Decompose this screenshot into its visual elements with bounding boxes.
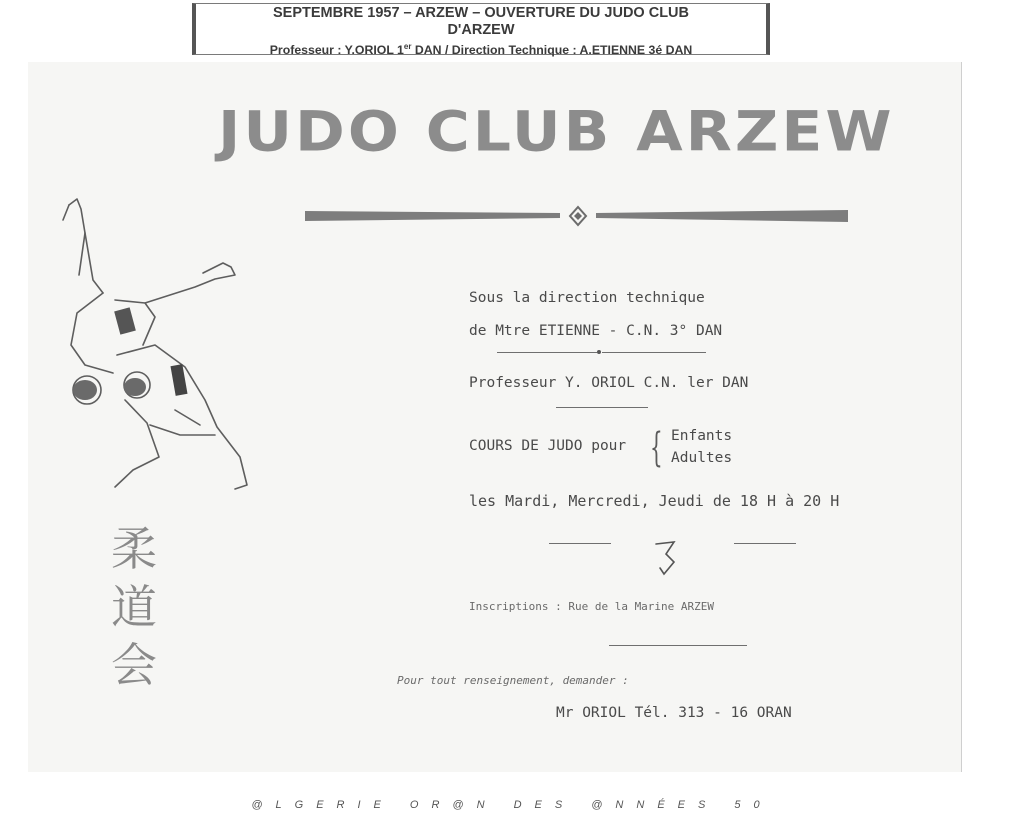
course-adults: Adultes — [671, 450, 733, 466]
info-line: Pour tout renseignement, demander : — [397, 674, 629, 687]
footer-watermark: @LGERIE OR@N DES @NNÉES 50 — [251, 799, 773, 811]
inscriptions-underline — [609, 645, 747, 646]
flourish-rule-right — [734, 543, 796, 544]
ornament-divider — [300, 202, 856, 230]
courses-brace: { — [650, 425, 663, 471]
direction-line-1: Sous la direction technique — [469, 290, 705, 306]
caption-line-2: D'ARZEW — [447, 22, 515, 38]
courses-label: COURS DE JUDO pour — [469, 438, 627, 454]
divider-dot — [597, 350, 601, 354]
kanji-column — [103, 520, 165, 694]
inscriptions-line: Inscriptions : Rue de la Marine ARZEW — [469, 600, 715, 613]
course-children: Enfants — [671, 428, 733, 444]
flourish-symbol — [652, 536, 682, 580]
caption-line-3-suffix: DAN / Direction Technique : A.ETIENNE 3é DAN — [411, 43, 693, 58]
contact-line: Mr ORIOL Tél. 313 - 16 ORAN — [556, 705, 792, 721]
professor-underline — [556, 407, 648, 408]
divider-right — [602, 352, 706, 353]
caption-line-3 — [196, 39, 766, 58]
club-title: JUDO CLUB ARZEW — [218, 99, 895, 165]
caption-line-3-sup: er — [403, 42, 412, 51]
kanji-2: 道 — [111, 580, 157, 634]
direction-line-2: de Mtre ETIENNE - C.N. 3° DAN — [469, 323, 723, 339]
professor-line: Professeur Y. ORIOL C.N. ler DAN — [469, 375, 749, 391]
judo-throw-illustration — [55, 195, 270, 500]
caption-line-1: SEPTEMBRE 1957 – ARZEW – OUVERTURE DU JUDO CLUB — [272, 5, 689, 21]
schedule-line: les Mardi, Mercredi, Jeudi de 18 H à 20 H — [469, 492, 840, 510]
divider-left — [497, 352, 597, 353]
flourish-rule-left — [549, 543, 611, 544]
kanji-3: 会 — [111, 638, 157, 692]
kanji-1: 柔 — [111, 522, 157, 576]
caption-line-3-prefix: Professeur : Y.ORIOL 1 — [269, 43, 404, 58]
caption-box — [192, 3, 770, 58]
